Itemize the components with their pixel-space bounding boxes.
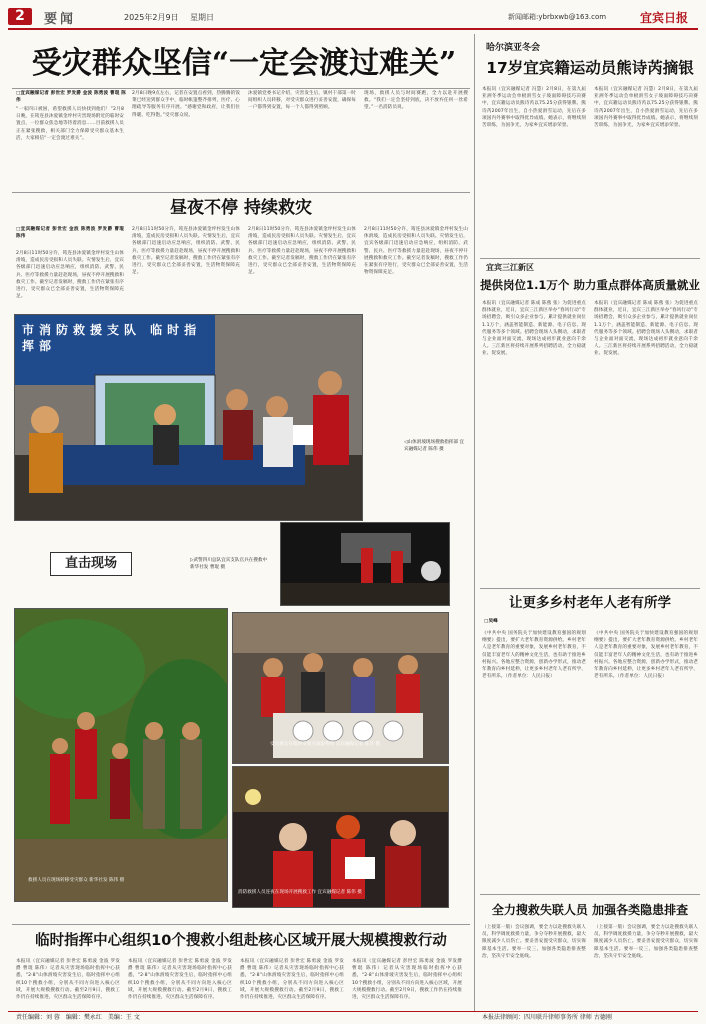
right4-headline: 全力搜救失联人员 加强各类隐患排查 <box>491 903 689 917</box>
lead-col-2: 2月8日晚9点左右，记者在安置点看到，热腾腾的饭菜已经送到群众手中，临时帐篷整齐排列，医疗、心理疏导等服务有序开展。“感谢党和政府，让我们住得暖、吃得饱。”受灾群众说。 <box>132 91 240 118</box>
issue-date: 2025年2月9日 <box>124 13 179 22</box>
relief-supplies-illustration <box>233 613 448 763</box>
right4-col-1: （上接第一版）会议强调，要全力以赴搜救失联人员，科学调度救援力量，争分夺秒开展搜救，最大限度减少人员伤亡。要妥善安置受灾群众，切实保障基本生活。要举一反三，加强各类隐患排查整治，坚决守牢安全底线。 <box>482 925 586 959</box>
bottom-story-col-2: 本报讯（宜宾融媒记者 彭世宏 陈勇波 金波 罗发爵 曹琨 陈伟）记者从灾害现场临时指挥中心获悉，“2·8”山体滑坡灾害发生后，临时指挥中心组织10个搜救小组，分别从不同方向进入核心区域，开展大规模搜救行动。截至2月9日，搜救工作仍在持续推进，灾区群众生活保障有序。 <box>128 959 232 1001</box>
section2-headline: 昼夜不停 持续救灾 <box>170 198 312 218</box>
bottom-right-caption: 消防救援人员连夜在现场开展搜救工作 宜宾融媒记者 陈伟 摄 <box>238 890 362 895</box>
masthead-rule <box>8 28 698 30</box>
page-number: 2 <box>8 8 32 25</box>
bottom-story-rule <box>12 924 470 925</box>
night-rescue-illustration <box>281 523 449 605</box>
lead-rule <box>12 88 470 89</box>
email-line: 新闻邮箱:ybrbxwb@163.com <box>508 13 607 21</box>
section2-body-3: 2月8日11时50分许，筠连县沐爱镇金坪村发生山体滑坡，造成民房受损和人员失联。灾情发生后，宜宾各级部门迅速启动应急响应，组织消防、武警、民兵、医疗等救援力量赶赴现场，昼夜不停开展搜救和救灾工作。截至记者发稿时，搜救工作仍在紧张有序进行，受灾群众已全部妥善安置，生活物资保障充足。 <box>248 227 356 276</box>
bottom-story-col-4: 本报讯（宜宾融媒记者 彭世宏 陈勇波 金波 罗发爵 曹琨 陈伟）记者从灾害现场临时指挥中心获悉，“2·8”山体滑坡灾害发生后，临时指挥中心组织10个搜救小组，分别从不同方向进入核心区域，开展大规模搜救行动。截至2月9日，搜救工作仍在持续推进，灾区群众生活保障有序。 <box>352 959 462 1001</box>
mid-right-caption: 受灾群众在临时安置点领取物资 宜宾融媒记者 陈伟 摄 <box>270 742 381 747</box>
issue-weekday: 星期日 <box>190 13 214 22</box>
masthead <box>0 0 706 30</box>
lead-col-4: 现场，救援人员与时间赛跑，全力以赴开展搜救。“我们一定会坚持到底，决不放弃任何一丝希望。”一名消防员说。 <box>364 91 468 111</box>
right2-col-2: 本报讯（宜宾融媒记者 陈成 陈燕 张）为促进重点群体就业，近日，宜宾三江新区举办“春风行动”专场招聘会，吸引众多企业参与，累计提供就业岗位1.1万个，涵盖智能制造、新能源、电子信息、现代服务等多个领域。招聘会现场人头攒动，求职者与企业面对面交流，现场达成初步就业意向千余人。三江新区将持续开展系列招聘活动，全力稳就业、促发展。 <box>594 301 698 357</box>
section2-rule <box>12 192 470 193</box>
right1-headline: 17岁宜宾籍运动员熊诗芮摘银 <box>486 59 694 77</box>
section2-body-2: 2月8日11时50分许，筠连县沐爱镇金坪村发生山体滑坡，造成民房受损和人员失联。灾情发生后，宜宾各级部门迅速启动应急响应，组织消防、武警、民兵、医疗等救援力量赶赴现场，昼夜不停开展搜救和救灾工作。截至记者发稿时，搜救工作仍在紧张有序进行，受灾群众已全部妥善安置，生活物资保障充足。 <box>132 227 240 276</box>
footer-rule <box>8 1011 698 1012</box>
bottom-story-col-3: 本报讯（宜宾融媒记者 彭世宏 陈勇波 金波 罗发爵 曹琨 陈伟）记者从灾害现场临时指挥中心获悉，“2·8”山体滑坡灾害发生后，临时指挥中心组织10个搜救小组，分别从不同方向进入核心区域，开展大规模搜救行动。截至2月9日，搜救工作仍在持续推进，灾区群众生活保障有序。 <box>240 959 344 1001</box>
main-photo-caption: ◁山体滑坡现场搜救指挥部 宜宾融媒记者 陈伟 摄 <box>404 440 465 452</box>
right4-rule <box>480 894 700 895</box>
right2-rule <box>480 258 700 259</box>
rescuers-escort-illustration <box>15 609 227 901</box>
right1-col-2: 本报讯（宜宾融媒记者 冯慧）2月8日，在第九届亚洲冬季运动会单板滑雪女子坡面障碍技巧决赛中，宜宾籍运动员熊诗芮以75.25分获得银牌。熊诗芮2007年出生，自小热爱滑雪运动，先后在多项国内外赛事中取得优异成绩。她表示，将继续刻苦训练，为国争光，为家乡宜宾增添荣誉。 <box>594 87 698 129</box>
night-search-illustration <box>233 767 448 907</box>
right3-rule <box>480 588 700 589</box>
column-divider <box>474 34 475 1012</box>
paper-name: 宜宾日报 <box>640 11 689 25</box>
right3-headline: 让更多乡村老年人老有所学 <box>509 595 671 611</box>
right2-headline: 提供岗位1.1万个 助力重点群体高质量就业 <box>480 278 700 292</box>
right3-col-2: 《中共中央 国务院关于加快建设教育强国的规划纲要》提出，要扩大老年教育资源供给。乡村老年人是老年教育的重要对象，发展乡村老年教育，不仅能丰富老年人的精神文化生活，也有助于推进乡村振兴。各地应整合资源，创新办学形式，推动老年教育向乡村延伸，让更多乡村老年人老有所学、老有所乐。（作者单位：人民日报） <box>594 631 698 680</box>
lead-col-1: “一家四口被困，希望救援人员快找到他们！”2月8日晚，在筠连县沐爱镇金坪村灾害现场附近的临时安置点，一位群众焦急地等待着消息……目前救援人员正在紧张搜救，相关部门全力保障受灾群众基本生活，大家相信“一定会渡过难关”。 <box>16 107 124 141</box>
footer-legal: 本报法律顾问：四川联升律师事务所 律师 古德刚 <box>482 1014 612 1021</box>
right4-col-2: （上接第一版）会议强调，要全力以赴搜救失联人员，科学调度救援力量，争分夺秒开展搜救，最大限度减少人员伤亡。要妥善安置受灾群众，切实保障基本生活。要举一反三，加强各类隐患排查整治，坚决守牢安全底线。 <box>594 925 698 959</box>
rescuers-escort-photo <box>14 608 228 902</box>
right1-kicker: 哈尔滨亚冬会 <box>486 43 541 53</box>
right3-col-1: 《中共中央 国务院关于加快建设教育强国的规划纲要》提出，要扩大老年教育资源供给。乡村老年人是老年教育的重要对象，发展乡村老年教育，不仅能丰富老年人的精神文化生活，也有助于推进乡村振兴。各地应整合资源，创新办学形式，推动老年教育向乡村延伸，让更多乡村老年人老有所学、老有所乐。（作者单位：人民日报） <box>482 631 586 680</box>
section2-body-1: 2月8日11时50分许，筠连县沐爱镇金坪村发生山体滑坡，造成民房受损和人员失联。灾情发生后，宜宾各级部门迅速启动应急响应，组织消防、武警、民兵、医疗等救援力量赶赴现场，昼夜不停开展搜救和救灾工作。截至记者发稿时，搜救工作仍在紧张有序进行，受灾群众已全部妥善安置，生活物资保障充足。 <box>16 251 124 300</box>
night-search-photo <box>232 766 449 908</box>
footer-editors: 责任编辑：刘 蓉 编辑：樊永红 美编：王 文 <box>16 1014 140 1021</box>
night-rescue-photo <box>280 522 450 606</box>
lead-col-3: 沐爱镇党委书记介绍，灾害发生后，镇村干部第一时间组织人员转移，对受灾群众进行妥善安置，确保每一户都得到安置，每一个人都得到照顾。 <box>248 91 356 111</box>
right2-kicker: 宜宾三江新区 <box>486 263 534 272</box>
bottom-story-headline: 临时指挥中心组织10个搜救小组赴核心区域开展大规模搜救行动 <box>35 933 447 949</box>
section2-byline: □宜宾融媒记者 彭世宏 金波 陈勇波 罗发爵 曹琨 陈伟 <box>16 227 124 240</box>
section2-body-4: 2月8日11时50分许，筠连县沐爱镇金坪村发生山体滑坡，造成民房受损和人员失联。灾情发生后，宜宾各级部门迅速启动应急响应，组织消防、武警、民兵、医疗等救援力量赶赴现场，昼夜不停开展搜救和救灾工作。截至记者发稿时，搜救工作仍在紧张有序进行，受灾群众已全部妥善安置，生活物资保障充足。 <box>364 227 468 276</box>
command-sign: 市消防救援支队 临时指挥部 <box>22 323 202 353</box>
lead-byline: □宜宾融媒记者 彭世宏 罗发爵 金波 陈勇波 曹琨 陈伟 <box>16 91 126 104</box>
lead-headline: 受灾群众坚信“一定会渡过难关” <box>31 46 457 81</box>
live-label: 直击现场 <box>50 552 132 576</box>
right1-col-1: 本报讯（宜宾融媒记者 冯慧）2月8日，在第九届亚洲冬季运动会单板滑雪女子坡面障碍技巧决赛中，宜宾籍运动员熊诗芮以75.25分获得银牌。熊诗芮2007年出生，自小热爱滑雪运动，先后在多项国内外赛事中取得优异成绩。她表示，将继续刻苦训练，为国争光，为家乡宜宾增添荣誉。 <box>482 87 586 129</box>
right2-col-1: 本报讯（宜宾融媒记者 陈成 陈燕 张）为促进重点群体就业，近日，宜宾三江新区举办“春风行动”专场招聘会，吸引众多企业参与，累计提供就业岗位1.1万个，涵盖智能制造、新能源、电子信息、现代服务等多个领域。招聘会现场人头攒动，求职者与企业面对面交流，现场达成初步就业意向千余人。三江新区将持续开展系列招聘活动，全力稳就业、促发展。 <box>482 301 586 357</box>
left-bottom-caption: 救援人员在现场转移受灾群众 新华社发 陈伟 摄 <box>28 878 125 883</box>
night-photo-caption: ▷武警四川总队宜宾支队官兵在搜救中 新华社发 曹琨 摄 <box>190 558 268 570</box>
bottom-story-col-1: 本报讯（宜宾融媒记者 彭世宏 陈勇波 金波 罗发爵 曹琨 陈伟）记者从灾害现场临时指挥中心获悉，“2·8”山体滑坡灾害发生后，临时指挥中心组织10个搜救小组，分别从不同方向进入核心区域，开展大规模搜救行动。截至2月9日，搜救工作仍在持续推进，灾区群众生活保障有序。 <box>16 959 120 1001</box>
right3-byline: □吴峰 <box>484 619 498 624</box>
section-name: 要闻 <box>44 12 77 27</box>
